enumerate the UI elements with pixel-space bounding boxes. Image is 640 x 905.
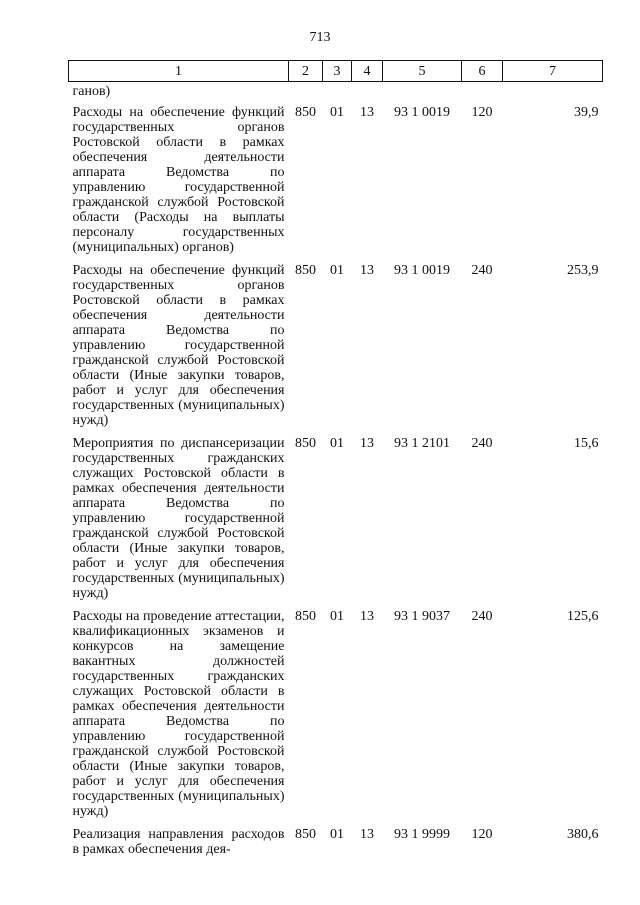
header-col-2: 2	[289, 61, 323, 82]
row-subsection: 13	[360, 827, 374, 842]
continuation-row	[69, 82, 603, 106]
header-col-1: 1	[69, 61, 289, 82]
row-amount: 380,6	[567, 827, 599, 842]
row-subsection: 13	[360, 263, 374, 278]
row-target-article: 93 1 0019	[394, 263, 450, 278]
row-section: 01	[330, 609, 344, 624]
page-number: 713	[309, 30, 331, 45]
header-row	[69, 61, 603, 82]
row-amount: 15,6	[574, 436, 599, 451]
table-row	[69, 609, 603, 827]
row-expense-type: 240	[471, 263, 493, 278]
row-expense-type: 120	[471, 827, 493, 842]
row-expense-type: 120	[471, 105, 493, 120]
row-ministry-code: 850	[295, 609, 316, 624]
row-target-article: 93 1 2101	[394, 436, 450, 451]
row-target-article: 93 1 0019	[394, 105, 450, 120]
row-ministry-code: 850	[295, 827, 316, 842]
row-name: Расходы на обеспечение функций государственных органов Ростовской области в рамках обеспечения деятельности аппарата Ведомства по управлению государственной гражданской службой Ростовской области (Расходы на выплаты персоналу государственных (муниципальных) органов)	[72, 105, 285, 255]
header-col-4: 4	[352, 61, 383, 82]
row-section: 01	[330, 436, 344, 451]
table-row	[69, 263, 603, 436]
row-ministry-code: 850	[295, 263, 316, 278]
header-col-7: 7	[503, 61, 603, 82]
row-name: Расходы на обеспечение функций государственных органов Ростовской области в рамках обеспечения деятельности аппарата Ведомства по управлению государственной гражданской службой Ростовской области (Иные закупки товаров, работ и услуг для обеспечения государственных (муниципальных) нужд)	[72, 263, 285, 428]
row-ministry-code: 850	[295, 436, 316, 451]
table-header	[69, 61, 603, 82]
row-target-article: 93 1 9037	[394, 609, 450, 624]
header-col-5: 5	[383, 61, 462, 82]
row-name: Мероприятия по диспансеризации государственных гражданских служащих Ростовской области в рамках обеспечения деятельности аппарата Ведомства по управлению государственной гражданской службой Ростовской области (Иные закупки товаров, работ и услуг для обеспечения государственных (муниципальных) нужд)	[72, 436, 285, 601]
row-target-article: 93 1 9999	[394, 827, 450, 842]
row-section: 01	[330, 105, 344, 120]
budget-table	[68, 60, 603, 865]
row-amount: 125,6	[567, 609, 599, 624]
row-expense-type: 240	[471, 436, 493, 451]
row-expense-type: 240	[471, 609, 493, 624]
row-name: Реализация направления расходов в рамках обеспечения дея-	[72, 827, 285, 857]
table-row	[69, 827, 603, 865]
table-row	[69, 436, 603, 609]
row-section: 01	[330, 827, 344, 842]
continuation-text: ганов)	[72, 84, 111, 99]
row-ministry-code: 850	[295, 105, 316, 120]
row-section: 01	[330, 263, 344, 278]
header-col-6: 6	[462, 61, 503, 82]
row-subsection: 13	[360, 609, 374, 624]
row-name: Расходы на проведение аттестации, квалификационных экзаменов и конкурсов на замещение вакантных должностей государственных гражданских служащих Ростовской области в рамках обеспечения деятельности аппарата Ведомства по управлению государственной гражданской службой Ростовской области (Иные закупки товаров, работ и услуг для обеспечения государственных (муниципальных) нужд)	[72, 609, 285, 819]
row-amount: 253,9	[567, 263, 599, 278]
row-amount: 39,9	[574, 105, 599, 120]
row-subsection: 13	[360, 436, 374, 451]
header-col-3: 3	[323, 61, 352, 82]
table-row	[69, 105, 603, 263]
row-subsection: 13	[360, 105, 374, 120]
